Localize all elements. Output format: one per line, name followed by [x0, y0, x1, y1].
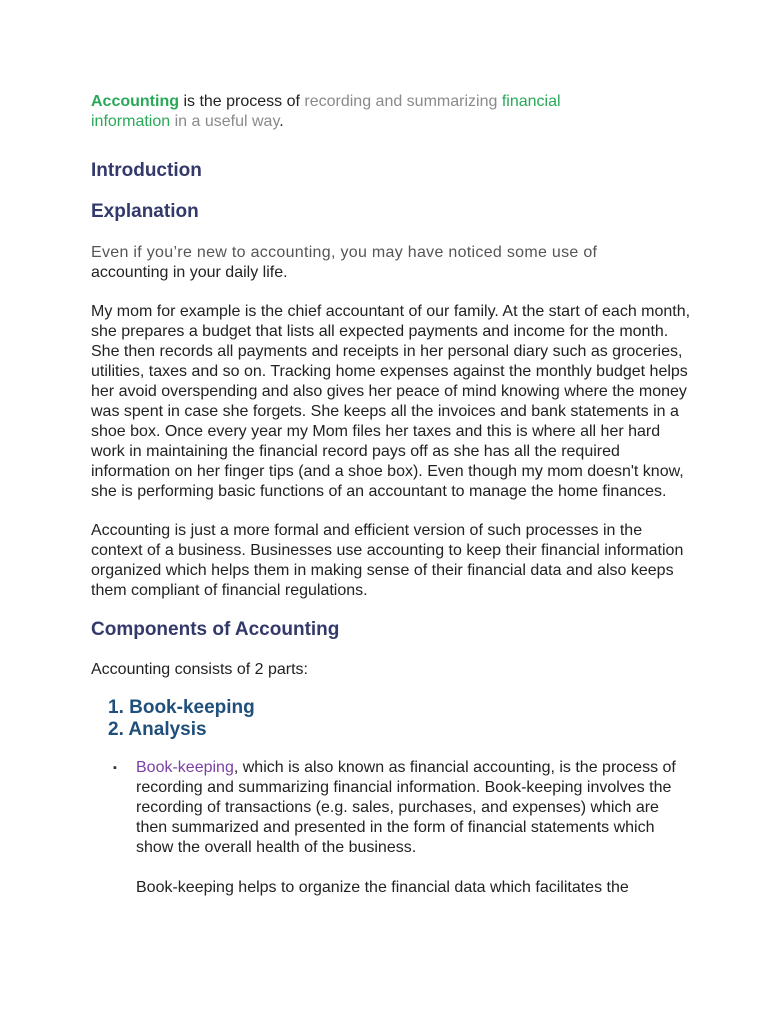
recording-summarizing-link[interactable]: recording and summarizing — [304, 93, 498, 110]
bullet-list — [91, 758, 691, 858]
lead-line-1: Even if you’re new to accounting, you may have noticed some use of — [91, 244, 598, 261]
intro-sentence — [91, 92, 691, 132]
consists-text: Accounting consists of 2 parts: — [91, 661, 308, 678]
lead-line-2: accounting in your daily life. — [91, 264, 288, 281]
document-page — [91, 92, 691, 914]
bullet-item-bookkeeping — [91, 758, 691, 858]
intro-text: is the process of — [179, 93, 305, 110]
bullet-square-icon: ▪ — [113, 762, 117, 774]
heading-explanation: Explanation — [91, 201, 199, 222]
bookkeeping-description: , which is also known as financial accounting, is the process of recording and summarizing financial information. Book-keeping involves the recording of transactions (e.g. sales, purchases, and expenses) which are then summarized and presented in the form of financial statements which show the overall health of the business. — [136, 759, 676, 856]
accounting-link[interactable]: Accounting — [91, 93, 179, 110]
intro-period: . — [279, 113, 284, 130]
part-item-bookkeeping: 1. Book-keeping — [108, 697, 255, 718]
explanation-lead — [91, 243, 691, 283]
heading-components: Components of Accounting — [91, 619, 340, 640]
business-paragraph: Accounting is just a more formal and efficient version of such processes in the context of a business. Businesses use accounting to keep their financial information organized which helps them in making sense of their financial data and also keeps them compliant of financial regulations. — [91, 522, 684, 599]
heading-introduction: Introduction — [91, 160, 202, 181]
financial-link[interactable]: financial — [501, 93, 561, 110]
bookkeeping-link[interactable]: Book-keeping — [136, 759, 234, 776]
mom-example-paragraph: My mom for example is the chief accountant of our family. At the start of each month, she prepares a budget that lists all expected payments and income for the month. She then records all payments and receipts in her personal diary such as groceries, utilities, taxes and so on. Tracking home expenses against the monthly budget helps her avoid overspending and also gives her peace of mind knowing where the money was spent in case she forgets. She keeps all the invoices and bank statements in a shoe box. Once every year my Mom files her taxes and this is where all her hard work in maintaining the financial record pays off as she has all the required information on her finger tips (and a shoe box). Even though my mom doesn't know, she is performing basic functions of an accountant to manage the home finances. — [91, 303, 691, 500]
information-link[interactable]: information — [91, 113, 171, 130]
parts-list — [91, 697, 691, 741]
bookkeeping-subparagraph: Book-keeping helps to organize the financial data which facilitates the — [136, 879, 629, 896]
part-item-analysis: 2. Analysis — [108, 719, 207, 740]
useful-way-link[interactable]: in a useful way — [170, 113, 280, 130]
